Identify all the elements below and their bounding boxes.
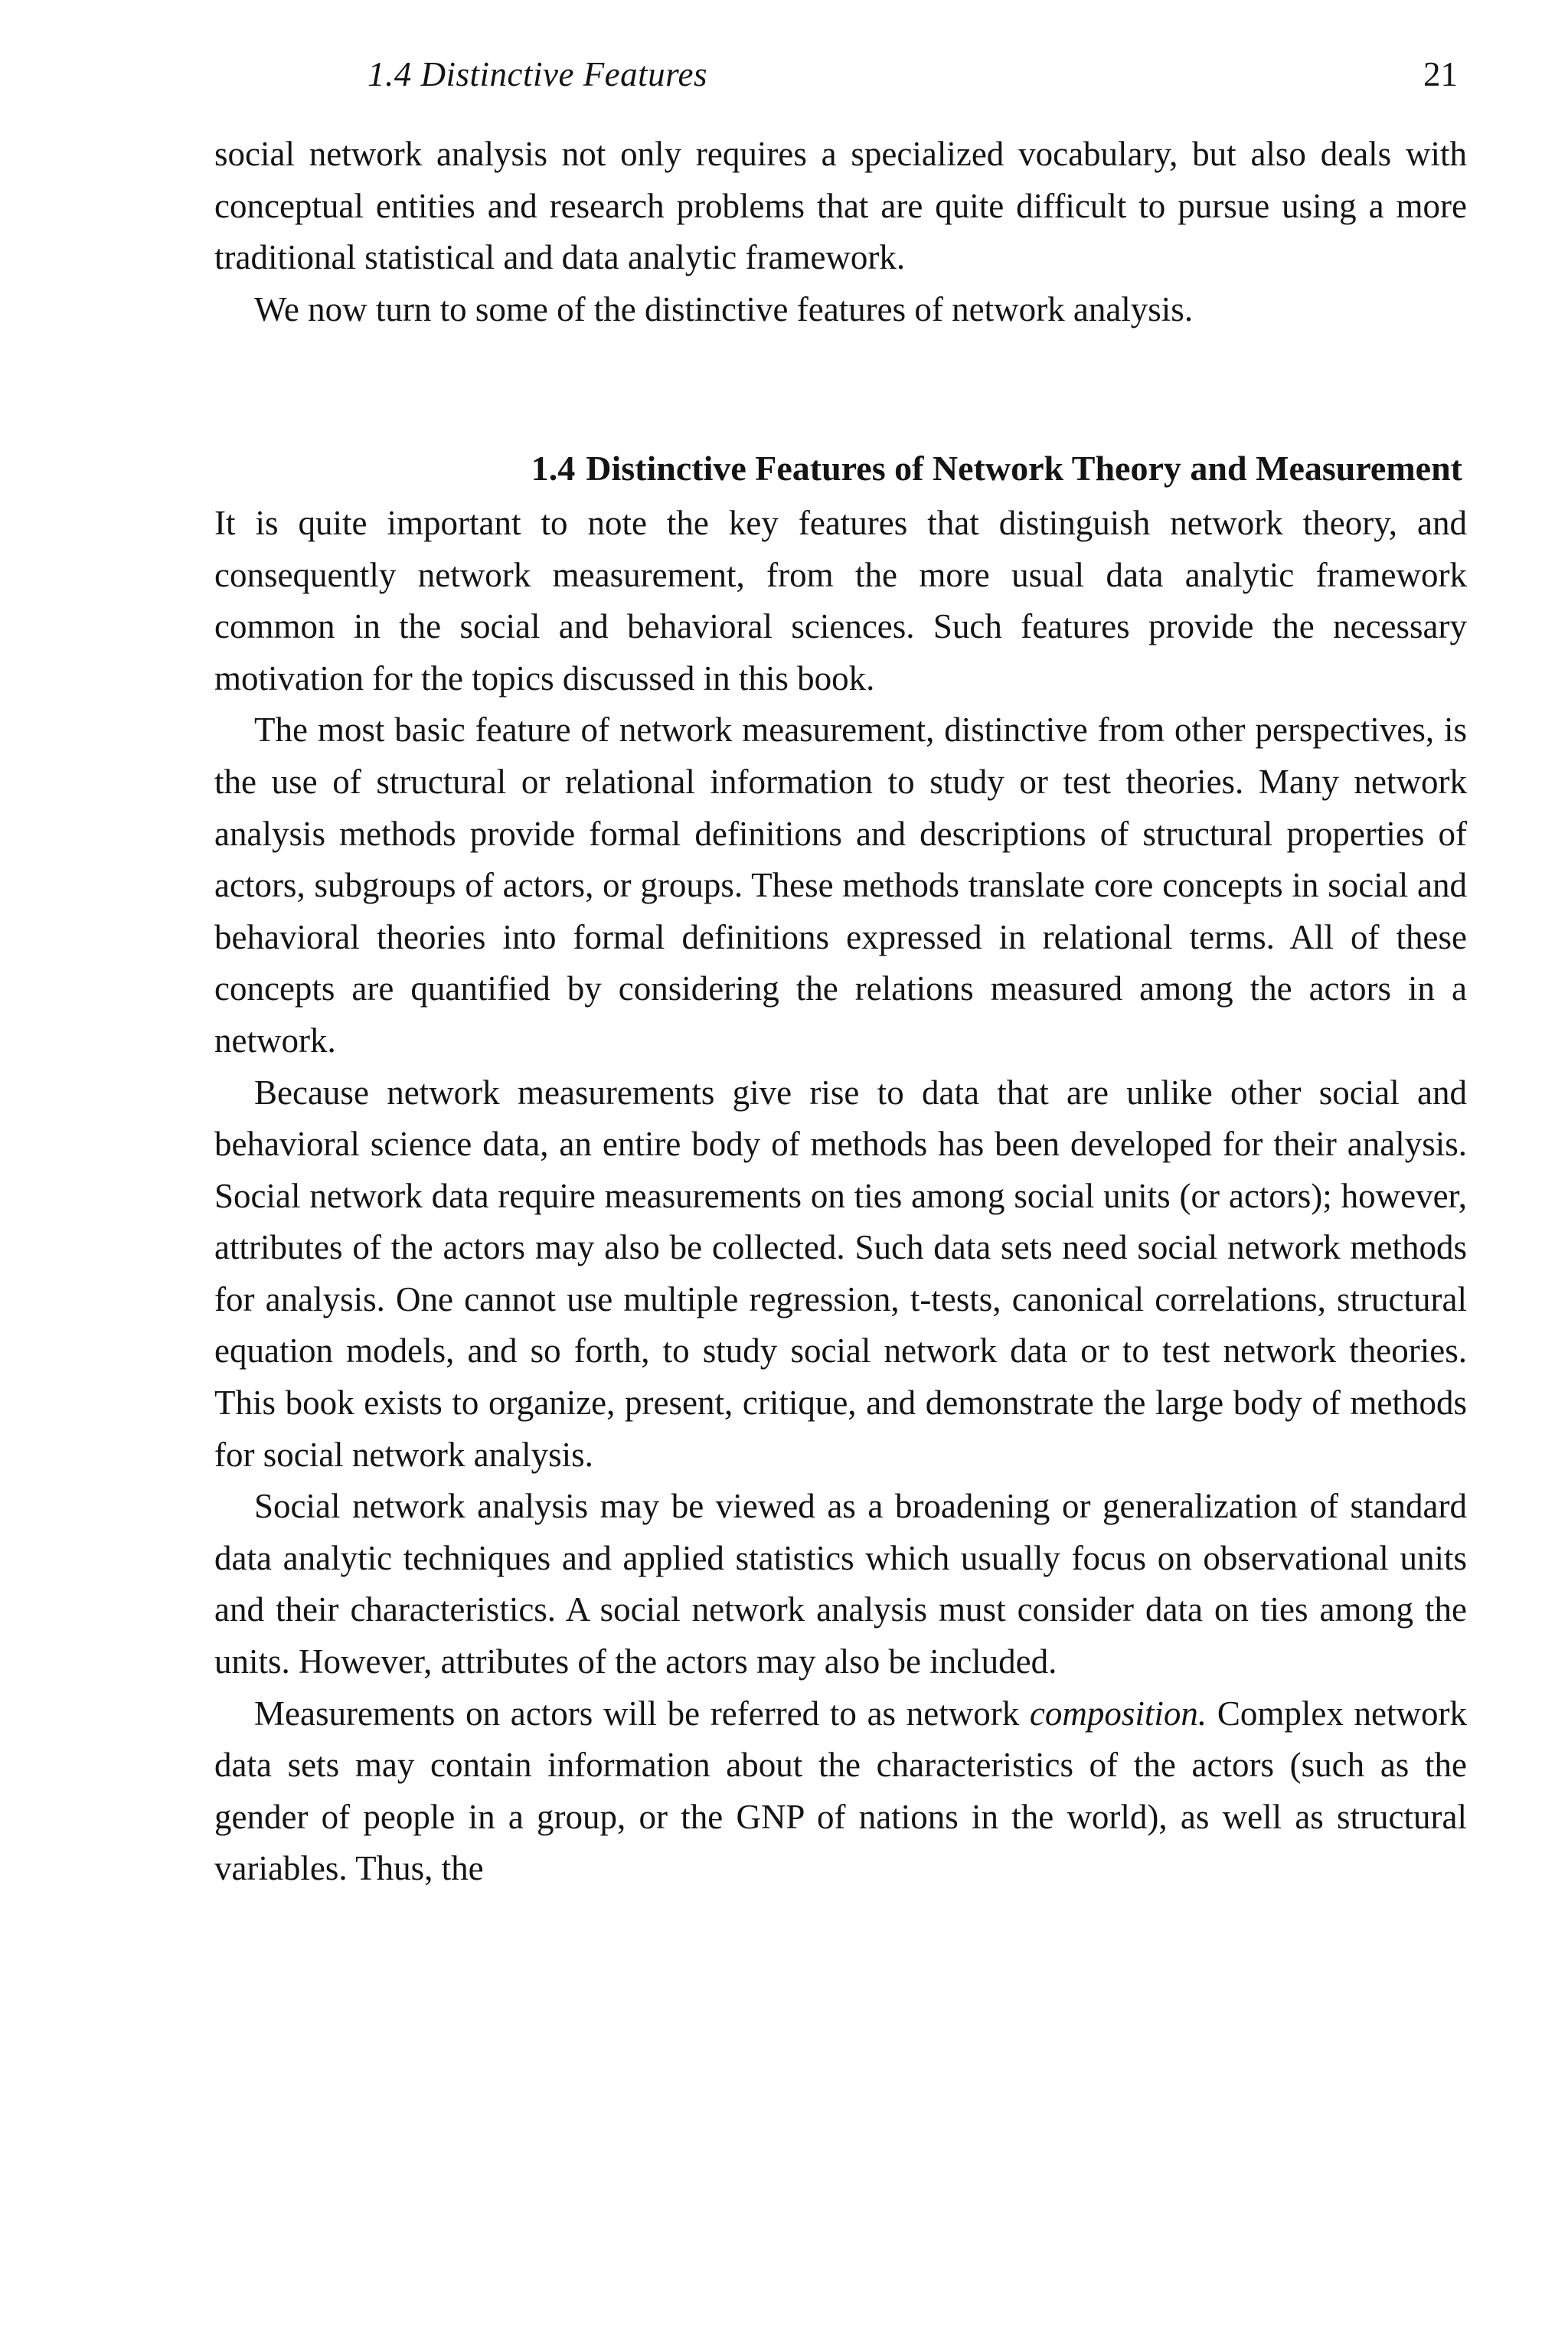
- continued-paragraph: social network analysis not only requires a specialized vocabulary, but also deals with conceptual entities and research problems that are quite difficult to pursue using a more traditional statistical and data analytic framework.: [214, 135, 1467, 277]
- body-paragraph: Because network measurements give rise to data that are unlike other social and behavioral science data, an entire body of methods has been developed for their analysis. Social network data require measurements on ties among social units (or actors); however, attributes of the actors may also be collected. Such data sets need social network methods for analysis. One cannot use multiple regression, t-tests, canonical correlations, structural equation models, and so forth, to study social network data or to test network theories. This book exists to organize, present, critique, and demonstrate the large body of methods for social network analysis.: [214, 1073, 1467, 1474]
- paragraph-text-after-term: Complex network data sets may contain information about the characteristics of the actors (such as the gender of people in a group, or the GNP of nations in the world), as well as structural variables. Thus, the: [214, 1694, 1467, 1888]
- transition-paragraph: We now turn to some of the distinctive features of network analysis.: [254, 289, 1194, 328]
- body-paragraph-last: [214, 1688, 1467, 1895]
- section-title: Distinctive Features of Network Theory and Measurement: [586, 449, 1462, 488]
- body-paragraph: The most basic feature of network measurement, distinctive from other perspectives, is the use of structural or relational information to study or test theories. Many network analysis methods provide formal definitions and descriptions of structural properties of actors, subgroups of actors, or groups. These methods translate core concepts in social and behavioral theories into formal definitions expressed in relational terms. All of these concepts are quantified by considering the relations measured among the actors in a network.: [214, 711, 1467, 1060]
- body-paragraph: It is quite important to note the key features that distinguish network theory, and consequently network measurement, from the more usual data analytic framework common in the social and behavioral sciences. Such features provide the necessary motivation for the topics discussed in this book.: [214, 503, 1467, 698]
- book-page: [214, 49, 1467, 1895]
- italic-term: composition.: [1029, 1694, 1207, 1733]
- running-head: [214, 49, 1467, 98]
- body-paragraph: Social network analysis may be viewed as a broadening or generalization of standard data analytic techniques and applied statistics which usually focus on observational units and their characteristics. A social network analysis must consider data on ties among the units. However, attributes of the actors may also be included.: [214, 1487, 1467, 1681]
- paragraph-text-before-term: Measurements on actors will be referred to as network: [254, 1694, 1030, 1733]
- page-number: 21: [1423, 55, 1458, 93]
- section-heading: [214, 443, 1467, 495]
- running-title: 1.4 Distinctive Features: [368, 55, 707, 93]
- section-number: 1.4: [531, 449, 576, 488]
